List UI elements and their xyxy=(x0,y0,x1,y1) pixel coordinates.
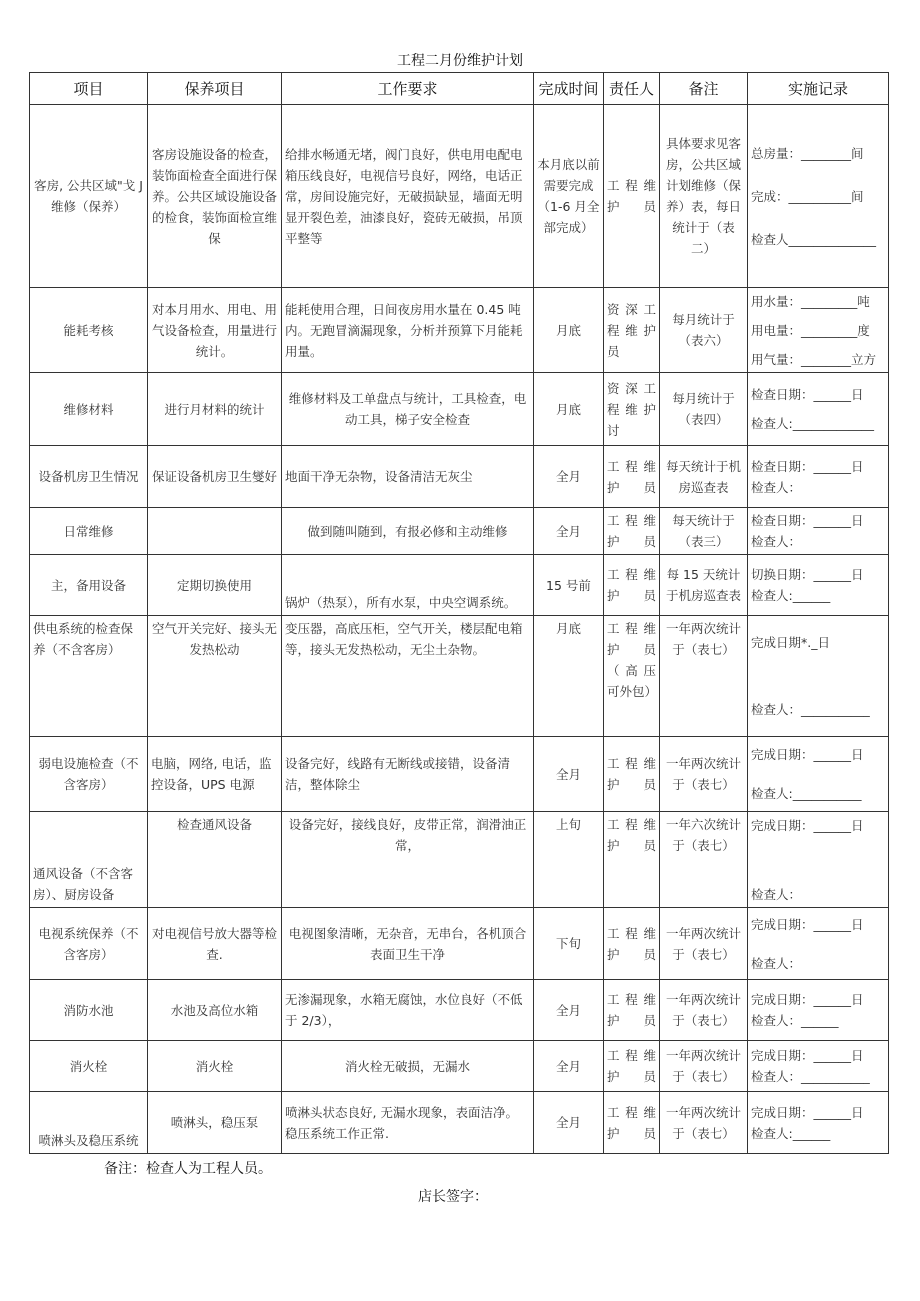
footnote: 备注：检查人为工程人员。 xyxy=(104,1161,272,1177)
cell-completion: 全月 xyxy=(534,1041,604,1092)
record-line: 检查日期：______日 xyxy=(751,513,864,528)
table-row xyxy=(30,908,889,980)
cell-record xyxy=(748,288,889,373)
header-record: 实施记录 xyxy=(748,73,889,105)
header-item: 项目 xyxy=(30,73,148,105)
cell-completion: 15 号前 xyxy=(534,555,604,616)
cell-record xyxy=(748,1092,889,1154)
cell-completion: 本月底以前需要完成（1-6 月全部完成） xyxy=(534,105,604,288)
cell-owner: 资深工程维护讨 xyxy=(604,373,660,446)
cell-requirement: 设备完好，接线良好，皮带正常，润滑油正常， xyxy=(282,812,534,908)
record-line: 总房量：________间 xyxy=(751,145,864,161)
cell-maintenance: 进行月材料的统计 xyxy=(148,373,282,446)
record-line: 用水量：_________吨 xyxy=(751,293,870,309)
cell-owner: 工程维护员（高压可外包） xyxy=(604,616,660,737)
table-row xyxy=(30,812,889,908)
cell-item: 弱电设施检查（不含客房） xyxy=(30,737,148,812)
cell-requirement: 变压器，高底压柜，空气开关，楼层配电箱等，接头无发热松动，无尘土杂物。 xyxy=(282,616,534,737)
cell-owner: 工程维护员 xyxy=(604,446,660,508)
cell-owner: 工程维护员 xyxy=(604,737,660,812)
table-row xyxy=(30,737,889,812)
header-owner: 责任人 xyxy=(604,73,660,105)
cell-completion: 全月 xyxy=(534,508,604,555)
record-line: 完成日期*._日 xyxy=(751,635,830,650)
record-line: 用电量：_________度 xyxy=(751,322,870,338)
record-line: 检查人：______ xyxy=(751,1013,839,1028)
record-line: 检查人______________ xyxy=(751,231,877,247)
record-line: 检查人：___________ xyxy=(751,1069,870,1084)
cell-item: 能耗考核 xyxy=(30,288,148,373)
cell-record xyxy=(748,980,889,1041)
cell-maintenance: 空气开关完好、接头无发热松动 xyxy=(148,616,282,737)
cell-record xyxy=(748,737,889,812)
cell-maintenance xyxy=(148,508,282,555)
cell-note: 一年两次统计于（表七） xyxy=(660,616,748,737)
cell-item: 日常维修 xyxy=(30,508,148,555)
header-maintenance: 保养项目 xyxy=(148,73,282,105)
cell-requirement: 消火栓无破损，无漏水 xyxy=(282,1041,534,1092)
cell-maintenance: 对电视信号放大器等检查. xyxy=(148,908,282,980)
record-line: 完成日期：______日 xyxy=(751,1104,864,1120)
table-row xyxy=(30,508,889,555)
cell-item: 设备机房卫生情况 xyxy=(30,446,148,508)
cell-record xyxy=(748,508,889,555)
header-requirement: 工作要求 xyxy=(282,73,534,105)
record-line: 检查人： xyxy=(751,479,802,495)
record-line: 检查人:___________ xyxy=(751,786,862,801)
cell-item: 维修材料 xyxy=(30,373,148,446)
table-row xyxy=(30,1041,889,1092)
record-line: 检查人:______ xyxy=(751,1125,831,1141)
cell-note: 每月统计于（表四） xyxy=(660,373,748,446)
cell-item: 供电系统的检查保养（不含客房） xyxy=(30,616,148,737)
cell-maintenance: 消火栓 xyxy=(148,1041,282,1092)
cell-owner: 工程维护员 xyxy=(604,508,660,555)
cell-maintenance: 电脑，网络, 电话，监控设备，UPS 电源 xyxy=(148,737,282,812)
cell-completion: 月底 xyxy=(534,288,604,373)
cell-completion: 全月 xyxy=(534,980,604,1041)
record-line: 完成日期：______日 xyxy=(751,992,864,1007)
cell-note: 每 15 天统计于机房巡查表 xyxy=(660,555,748,616)
cell-item: 客房, 公共区域"戈 J 维修（保养） xyxy=(30,105,148,288)
cell-record xyxy=(748,1041,889,1092)
cell-requirement: 能耗使用合理，日间夜房用水量在 0.45 吨内。无跑冒滴漏现象，分析并预算下月能耗用量。 xyxy=(282,288,534,373)
cell-record xyxy=(748,446,889,508)
record-line: 检查人:______ xyxy=(751,588,831,603)
cell-note: 一年两次统计于（表七） xyxy=(660,1092,748,1154)
header-row xyxy=(30,73,889,105)
record-line: 检查人：___________ xyxy=(751,702,870,717)
cell-requirement: 设备完好，线路有无断线或接错，设备清洁，整体除尘 xyxy=(282,737,534,812)
cell-requirement: 给排水畅通无堵，阀门良好，供电用电配电箱压线良好，电视信号良好，网络，电话正常，房间设施完好，无破损缺显，墙面无明显开裂色差，油漆良好，瓷砖无破损，吊顶平整等 xyxy=(282,105,534,288)
record-line: 完成日期：______日 xyxy=(751,1048,864,1063)
cell-maintenance: 对本月用水、用电、用气设备检查，用量进行统计。 xyxy=(148,288,282,373)
cell-owner: 工程维护员 xyxy=(604,908,660,980)
cell-completion: 月底 xyxy=(534,616,604,737)
cell-completion: 月底 xyxy=(534,373,604,446)
record-line: 检查日期：______日 xyxy=(751,387,864,402)
table-row xyxy=(30,373,889,446)
record-line: 检查日期：______日 xyxy=(751,458,864,474)
cell-record xyxy=(748,908,889,980)
cell-maintenance: 检查通风设备 xyxy=(148,812,282,908)
cell-record xyxy=(748,373,889,446)
cell-owner: 工程维护员 xyxy=(604,812,660,908)
cell-record xyxy=(748,616,889,737)
manager-signature-label: 店长签字： xyxy=(418,1189,488,1205)
cell-requirement: 锅炉（热泵），所有水泵，中央空调系统。 xyxy=(282,555,534,616)
table-row xyxy=(30,288,889,373)
header-completion: 完成时间 xyxy=(534,73,604,105)
cell-note: 具体要求见客房，公共区域计划维修（保养）表，每日统计于（表二） xyxy=(660,105,748,288)
cell-maintenance: 水池及高位水箱 xyxy=(148,980,282,1041)
document-title: 工程二月份维护计划 xyxy=(397,53,523,69)
cell-item: 主，备用设备 xyxy=(30,555,148,616)
cell-item: 通风设备（不含客房）、厨房设备 xyxy=(30,812,148,908)
record-line: 用气量：________立方 xyxy=(751,351,877,367)
cell-requirement: 电视图象清晰，无杂音，无串台，各机顶合表面卫生干净 xyxy=(282,908,534,980)
table-row xyxy=(30,1092,889,1154)
cell-note: 每天统计于（表三） xyxy=(660,508,748,555)
table-row xyxy=(30,980,889,1041)
cell-requirement: 无渗漏现象，水箱无腐蚀，水位良好（不低于 2/3）， xyxy=(282,980,534,1041)
cell-completion: 全月 xyxy=(534,1092,604,1154)
cell-maintenance: 保证设备机房卫生燮好 xyxy=(148,446,282,508)
record-line: 检查人:_____________ xyxy=(751,416,874,431)
cell-item: 消火栓 xyxy=(30,1041,148,1092)
cell-completion: 全月 xyxy=(534,737,604,812)
cell-note: 每月统计于（表六） xyxy=(660,288,748,373)
table-row xyxy=(30,616,889,737)
record-line: 完成日期：______日 xyxy=(751,747,864,762)
cell-note: 一年两次统计于（表七） xyxy=(660,908,748,980)
record-line: 检查人： xyxy=(751,534,802,549)
cell-completion: 上旬 xyxy=(534,812,604,908)
record-line: 检查人： xyxy=(751,955,802,971)
cell-requirement: 做到随叫随到，有报必修和主动维修 xyxy=(282,508,534,555)
table-row xyxy=(30,446,889,508)
cell-note: 一年两次统计于（表七） xyxy=(660,980,748,1041)
cell-completion: 下旬 xyxy=(534,908,604,980)
cell-owner: 工程维护员 xyxy=(604,1092,660,1154)
table-row xyxy=(30,555,889,616)
cell-record xyxy=(748,555,889,616)
cell-maintenance: 客房设施设备的检查，装饰面检查全面进行保养。公共区域设施设备的检食，装饰面检宣维保 xyxy=(148,105,282,288)
record-line: 完成日期：______日 xyxy=(751,817,864,833)
record-line: 完成日期：______日 xyxy=(751,916,864,932)
cell-requirement: 地面干净无杂物，设备清洁无灰尘 xyxy=(282,446,534,508)
cell-completion: 全月 xyxy=(534,446,604,508)
cell-item: 喷淋头及稳压系统 xyxy=(30,1092,148,1154)
cell-maintenance: 喷淋头，稳压泵 xyxy=(148,1092,282,1154)
table-row xyxy=(30,105,889,288)
cell-owner: 工程维护员 xyxy=(604,555,660,616)
maintenance-plan-table xyxy=(29,72,889,1154)
cell-owner: 工程维护员 xyxy=(604,105,660,288)
cell-owner: 资深工程维护员 xyxy=(604,288,660,373)
cell-item: 消防水池 xyxy=(30,980,148,1041)
cell-record xyxy=(748,105,889,288)
cell-requirement: 维修材料及工单盘点与统计，工具检查，电动工具，梯子安全检查 xyxy=(282,373,534,446)
cell-owner: 工程维护员 xyxy=(604,1041,660,1092)
cell-owner: 工程维护员 xyxy=(604,980,660,1041)
cell-note: 一年两次统计于（表七） xyxy=(660,737,748,812)
cell-requirement: 喷淋头状态良好, 无漏水现象，表面洁净。稳压系统工作正常. xyxy=(282,1092,534,1154)
cell-note: 一年两次统计于（表七） xyxy=(660,1041,748,1092)
cell-maintenance: 定期切换使用 xyxy=(148,555,282,616)
cell-note: 每天统计于机房巡查表 xyxy=(660,446,748,508)
header-note: 备注 xyxy=(660,73,748,105)
record-line: 切换日期：______日 xyxy=(751,567,864,582)
cell-item: 电视系统保养（不含客房） xyxy=(30,908,148,980)
cell-record xyxy=(748,812,889,908)
record-line: 完成：__________间 xyxy=(751,188,864,204)
cell-note: 一年六次统计于（表七） xyxy=(660,812,748,908)
record-line: 检查人： xyxy=(751,886,802,902)
